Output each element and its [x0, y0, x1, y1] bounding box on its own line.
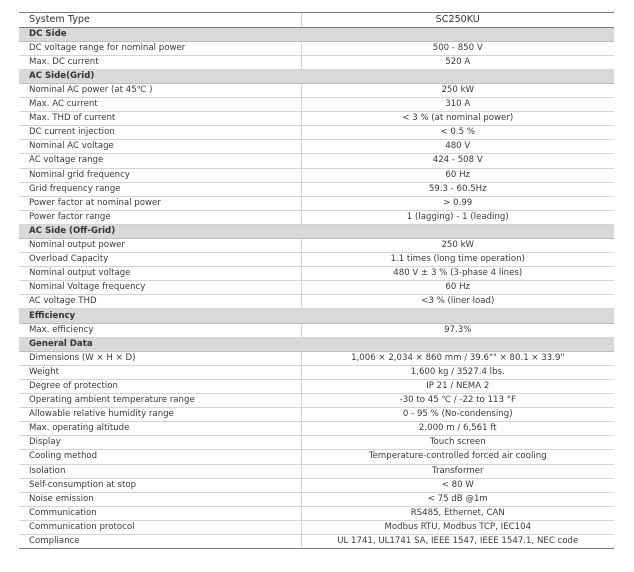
spec-value: 2,000 m / 6,561 ft	[301, 422, 614, 436]
spec-label: Nominal grid frequency	[19, 168, 301, 182]
spec-label: Compliance	[19, 534, 301, 548]
section-header-dc-side	[19, 27, 614, 41]
spec-row	[19, 41, 614, 55]
spec-row	[19, 126, 614, 140]
spec-row	[19, 112, 614, 126]
spec-row	[19, 379, 614, 393]
spec-label: Communication protocol	[19, 520, 301, 534]
spec-value: Temperature-controlled forced air cooling	[301, 450, 614, 464]
spec-label: Grid frequency range	[19, 182, 301, 196]
spec-value: -30 to 45 ℃ / -22 to 113 °F	[301, 394, 614, 408]
spec-value: < 3 % (at nominal power)	[301, 112, 614, 126]
section-header-ac-side-off-grid	[19, 224, 614, 238]
spec-row	[19, 140, 614, 154]
spec-value: RS485, Ethernet, CAN	[301, 506, 614, 520]
spec-row	[19, 408, 614, 422]
spec-value: 424 - 508 V	[301, 154, 614, 168]
spec-value: 97.3%	[301, 323, 614, 337]
spec-label: DC current injection	[19, 126, 301, 140]
spec-label: Dimensions (W × H × D)	[19, 351, 301, 365]
spec-row	[19, 281, 614, 295]
spec-value: 1,600 kg / 3527.4 lbs.	[301, 365, 614, 379]
spec-row	[19, 168, 614, 182]
spec-row	[19, 492, 614, 506]
spec-row	[19, 154, 614, 168]
spec-value: < 75 dB @1m	[301, 492, 614, 506]
spec-label: Weight	[19, 365, 301, 379]
spec-row	[19, 520, 614, 534]
spec-row	[19, 506, 614, 520]
spec-row	[19, 422, 614, 436]
spec-value: 480 V	[301, 140, 614, 154]
spec-row	[19, 83, 614, 97]
spec-label: Noise emission	[19, 492, 301, 506]
header-value: SC250KU	[301, 13, 614, 28]
spec-value: 60 Hz	[301, 168, 614, 182]
spec-value: 500 - 850 V	[301, 41, 614, 55]
spec-label: AC voltage THD	[19, 295, 301, 309]
header-row	[19, 13, 614, 28]
spec-label: Nominal AC power (at 45℃ )	[19, 83, 301, 97]
spec-value: <3 % (liner load)	[301, 295, 614, 309]
spec-label: Display	[19, 436, 301, 450]
spec-label: Nominal output power	[19, 239, 301, 253]
spec-value: 480 V ± 3 % (3-phase 4 lines)	[301, 267, 614, 281]
header-label: System Type	[19, 13, 301, 28]
spec-label: Max. DC current	[19, 55, 301, 69]
spec-value: < 80 W	[301, 478, 614, 492]
spec-value: UL 1741, UL1741 SA, IEEE 1547, IEEE 1547.1, NEC code	[301, 534, 614, 548]
spec-value: 310 A	[301, 98, 614, 112]
spec-row	[19, 394, 614, 408]
spec-label: Allowable relative humidity range	[19, 408, 301, 422]
spec-label: Nominal Voltage frequency	[19, 281, 301, 295]
spec-label: Max. operating altitude	[19, 422, 301, 436]
section-title: General Data	[19, 337, 614, 351]
spec-label: Cooling method	[19, 450, 301, 464]
spec-label: Degree of protection	[19, 379, 301, 393]
spec-label: Communication	[19, 506, 301, 520]
spec-label: Max. AC current	[19, 98, 301, 112]
spec-row	[19, 295, 614, 309]
spec-label: Overload Capacity	[19, 253, 301, 267]
spec-label: Isolation	[19, 464, 301, 478]
spec-value: 250 kW	[301, 239, 614, 253]
spec-label: Max. THD of current	[19, 112, 301, 126]
spec-label: Max. efficiency	[19, 323, 301, 337]
spec-row	[19, 267, 614, 281]
spec-row	[19, 534, 614, 548]
section-title: AC Side(Grid)	[19, 69, 614, 83]
spec-value: Transformer	[301, 464, 614, 478]
spec-row	[19, 98, 614, 112]
spec-value: 1 (lagging) - 1 (leading)	[301, 210, 614, 224]
spec-sheet	[19, 12, 614, 549]
section-header-ac-side-grid	[19, 69, 614, 83]
spec-value: Modbus RTU, Modbus TCP, IEC104	[301, 520, 614, 534]
spec-row	[19, 55, 614, 69]
section-title: Efficiency	[19, 309, 614, 323]
spec-value: 1,006 × 2,034 × 860 mm / 39.6"" × 80.1 × 33.9"	[301, 351, 614, 365]
spec-label: DC voltage range for nominal power	[19, 41, 301, 55]
spec-label: Nominal output voltage	[19, 267, 301, 281]
spec-value: < 0.5 %	[301, 126, 614, 140]
spec-row	[19, 464, 614, 478]
spec-row	[19, 323, 614, 337]
spec-row	[19, 196, 614, 210]
spec-row	[19, 253, 614, 267]
spec-value: IP 21 / NEMA 2	[301, 379, 614, 393]
spec-value: 60 Hz	[301, 281, 614, 295]
spec-value: 1.1 times (long time operation)	[301, 253, 614, 267]
spec-value: 520 A	[301, 55, 614, 69]
spec-value: Touch screen	[301, 436, 614, 450]
spec-row	[19, 239, 614, 253]
spec-row	[19, 210, 614, 224]
spec-table	[19, 12, 614, 549]
spec-row	[19, 182, 614, 196]
spec-label: Nominal AC voltage	[19, 140, 301, 154]
spec-row	[19, 365, 614, 379]
spec-value: > 0.99	[301, 196, 614, 210]
spec-row	[19, 478, 614, 492]
spec-value: 250 kW	[301, 83, 614, 97]
spec-value: 59.3 - 60.5Hz	[301, 182, 614, 196]
section-header-general-data	[19, 337, 614, 351]
spec-row	[19, 351, 614, 365]
spec-label: Self-consumption at stop	[19, 478, 301, 492]
spec-label: Power factor at nominal power	[19, 196, 301, 210]
spec-label: Operating ambient temperature range	[19, 394, 301, 408]
section-title: AC Side (Off-Grid)	[19, 224, 614, 238]
spec-row	[19, 450, 614, 464]
spec-row	[19, 436, 614, 450]
spec-label: Power factor range	[19, 210, 301, 224]
spec-label: AC voltage range	[19, 154, 301, 168]
section-title: DC Side	[19, 27, 614, 41]
spec-value: 0 - 95 % (No-condensing)	[301, 408, 614, 422]
section-header-efficiency	[19, 309, 614, 323]
